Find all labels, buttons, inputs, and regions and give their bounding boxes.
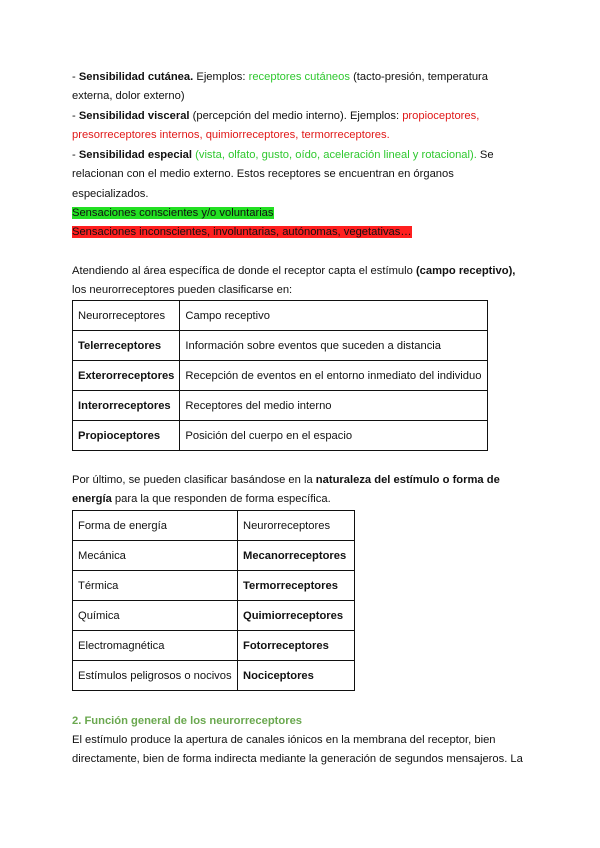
- intro-campo-receptivo: Atendiendo al área específica de donde el receptor capta el estímulo (campo receptivo), los neurorreceptores pueden clasificarse en:: [72, 265, 516, 297]
- highlight-unconscious: Sensaciones inconscientes, involuntarias, autónomas, vegetativas…: [72, 226, 412, 238]
- label-especial: Sensibilidad especial: [78, 149, 193, 161]
- table-campo-receptivo: [72, 300, 488, 451]
- examples-cutanea: receptores cutáneos: [248, 71, 350, 83]
- table-row: Interorreceptores Receptores del medio interno: [73, 391, 488, 421]
- examples-visceral: propioceptores, presorreceptores internos, quimiorreceptores, termorreceptores.: [72, 110, 480, 142]
- table-row: Mecánica Mecanorreceptores: [73, 541, 355, 571]
- table-row: Estímulos peligrosos o nocivos Nociceptores: [73, 661, 355, 691]
- examples-especial: (vista, olfato, gusto, oído, aceleración lineal y rotacional).: [192, 149, 477, 161]
- table-row: Telerreceptores Información sobre eventos que suceden a distancia: [73, 331, 488, 361]
- table-row: Exterorreceptores Recepción de eventos en el entorno inmediato del individuo: [73, 361, 488, 391]
- intro-forma-energia: Por último, se pueden clasificar basándose en la naturaleza del estímulo o forma de energía para la que responden de forma específica.: [72, 474, 500, 506]
- highlight-conscious: Sensaciones conscientes y/o voluntarias: [72, 207, 274, 219]
- sensibility-visceral: - Sensibilidad visceral (percepción del medio interno). Ejemplos: propioceptores, presorreceptores internos, quimiorreceptores, termorreceptores.: [72, 110, 480, 142]
- label-cutanea: Sensibilidad cutánea.: [78, 71, 194, 83]
- table-forma-energia: [72, 510, 355, 691]
- table-row: Química Quimiorreceptores: [73, 601, 355, 631]
- sensibility-especial: - Sensibilidad especial (vista, olfato, gusto, oído, aceleración lineal y rotacional). Se relacionan con el medio externo. Estos receptores se encuentran en órganos especializados.: [72, 149, 494, 200]
- table-row: Electromagnética Fotorreceptores: [73, 631, 355, 661]
- section-heading: 2. Función general de los neurorreceptores: [72, 715, 303, 727]
- table-row: Propioceptores Posición del cuerpo en el espacio: [73, 421, 488, 451]
- sensibility-cutanea: - Sensibilidad cutánea. Ejemplos: receptores cutáneos (tacto-presión, temperatura externa, dolor externo): [72, 71, 489, 103]
- label-visceral: Sensibilidad visceral: [78, 110, 190, 122]
- table-header-row: Neurorreceptores Campo receptivo: [73, 301, 488, 331]
- section-paragraph: El estímulo produce la apertura de canales iónicos en la membrana del receptor, bien directamente, bien de forma indirecta mediante la generación de segundos mensajeros. La: [72, 734, 523, 766]
- table-row: Térmica Termorreceptores: [73, 571, 355, 601]
- table-header-row: Forma de energía Neurorreceptores: [73, 511, 355, 541]
